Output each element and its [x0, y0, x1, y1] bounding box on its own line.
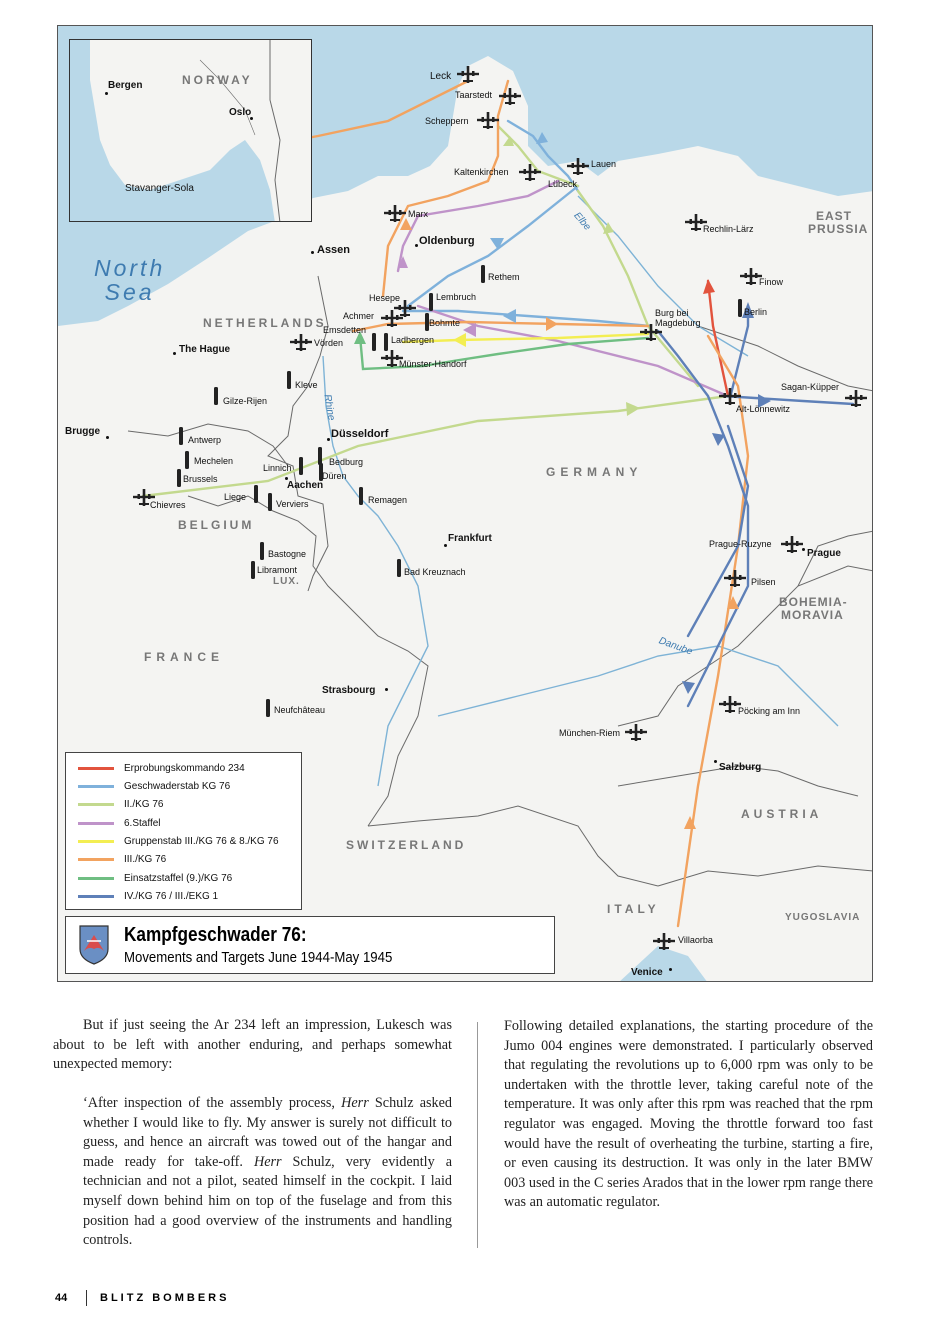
label-lubeck: Lübeck: [548, 179, 578, 189]
label-danube: Danube: [657, 635, 694, 658]
label-chievres: Chievres: [150, 500, 186, 510]
label-ladbergen: Ladbergen: [391, 335, 435, 345]
dot-prague: [802, 548, 805, 551]
label-alt: Alt-Lönnewitz: [736, 404, 791, 414]
legend-item: [78, 888, 218, 904]
label-leck: Leck: [430, 71, 452, 82]
dot-brugge: [106, 436, 109, 439]
label-oldenburg: Oldenburg: [419, 235, 475, 247]
legend-label: II./KG 76: [124, 798, 164, 810]
label-bastogne: Bastogne: [268, 549, 307, 559]
quote-text-1: ‘After inspection of the assembly process,: [83, 1095, 342, 1111]
label-schleswig: Scheppern: [425, 116, 469, 126]
label-duren: Düren: [322, 471, 347, 481]
quote-text-3: Schulz, very evidently a technician and not a pilot, seated himself in the cockpit. I laid myself down behind him on top of the fuselage and from this position had a good overview of the instruments and handling controls.: [83, 1153, 452, 1249]
label-linnich: Linnich: [263, 463, 292, 473]
label-hague: The Hague: [179, 344, 231, 355]
label-taarstedt: Taarstedt: [455, 90, 493, 100]
label-gilze: Gilze-Rijen: [223, 396, 268, 406]
label-kaltenkirchen: Kaltenkirchen: [454, 167, 509, 177]
quote-herr-1: Herr: [341, 1095, 369, 1111]
legend-label: 6.Staffel: [124, 817, 161, 829]
label-switzerland: SWITZERLAND: [346, 838, 467, 852]
map: [57, 25, 873, 982]
quote-herr-2: Herr: [253, 1153, 282, 1170]
legend-label: Gruppenstab III./KG 76 & 8./KG 76: [124, 835, 279, 847]
legend-item: [78, 778, 230, 794]
dot-strasbourg: [385, 688, 388, 691]
label-achmer: Achmer: [343, 311, 375, 321]
dot-salzburg: [714, 760, 717, 763]
label-prague: Prague: [807, 548, 841, 559]
quote-paragraph: [83, 1094, 452, 1251]
label-lembruch: Lembruch: [436, 292, 477, 302]
legend-swatch: [78, 822, 114, 825]
label-burg: Burg bei Magdeburg: [655, 308, 701, 328]
label-emsdetten: Emsdetten: [323, 325, 367, 335]
right-column: [504, 1017, 873, 1213]
label-brugge: Brugge: [65, 426, 100, 437]
label-bohemia: BOHEMIA-: [779, 595, 848, 609]
legend-label: IV./KG 76 / III./EKG 1: [124, 890, 219, 902]
dot-bergen: [105, 92, 108, 95]
label-pilsen: Pilsen: [751, 577, 776, 587]
label-munster: Münster-Handorf: [399, 359, 467, 369]
label-sea: Sea: [104, 279, 155, 305]
dot-venice: [669, 968, 672, 971]
label-belgium: BELGIUM: [178, 518, 255, 532]
label-france: FRANCE: [144, 650, 224, 664]
label-bohmte: Bohmte: [429, 318, 461, 328]
right-paragraph: Following detailed explanations, the starting procedure of the Jumo 004 engines were demonstrated. I particularly observed that regulating the revolutions up to 6,000 rpm was only to be undertaken with the throttle lever, taking careful note of the temperature. It was only after this rpm was reached that the rpm regulator was engaged. Moving the throttle forward too fast would have the result of overheating the turbine, starting a fire, or even causing its destruction. It was only in the later BMW 003 used in the C series Arados that in the lower rpm range there was an automatic regulator.: [504, 1018, 873, 1211]
label-oslo: Oslo: [229, 107, 252, 118]
label-villaorba: Villaorba: [678, 935, 713, 945]
map-subtitle: Movements and Targets June 1944-May 1945: [124, 949, 393, 966]
legend-label: Erprobungskommando 234: [124, 762, 245, 774]
legend-label: Geschwaderstab KG 76: [124, 780, 231, 792]
label-mechelen: Mechelen: [194, 456, 234, 466]
label-bergen: Bergen: [108, 80, 143, 91]
label-norway: NORWAY: [182, 73, 253, 87]
map-legend: [65, 752, 302, 910]
dot-oldenburg: [415, 244, 418, 247]
label-vorden: Vörden: [314, 338, 344, 348]
legend-item: [78, 796, 163, 812]
label-libramont: Libramont: [257, 565, 298, 575]
label-north-sea: [94, 256, 165, 304]
legend-label: III./KG 76: [124, 853, 167, 865]
inset-map-norway: [69, 39, 312, 222]
label-germany: GERMANY: [546, 465, 643, 479]
legend-swatch: [78, 840, 114, 843]
legend-item: [78, 833, 279, 849]
label-liege: Liege: [224, 492, 247, 502]
label-neufchateau: Neufchâteau: [274, 705, 326, 715]
label-finow: Finow: [759, 277, 784, 287]
label-remagen: Remagen: [368, 495, 408, 505]
label-rhine: Rhine: [321, 393, 337, 422]
book-title: BLITZ BOMBERS: [100, 1292, 230, 1304]
left-paragraph: But if just seeing the Ar 234 left an impression, Lukesch was about to be left with another enduring, and perhaps somewhat unexpected memory:: [53, 1017, 452, 1073]
dot-frankfurt: [444, 544, 447, 547]
unit-emblem-icon: [79, 925, 109, 965]
label-frankfurt: Frankfurt: [448, 533, 492, 544]
legend-swatch: [78, 785, 114, 788]
label-marx: Marx: [408, 209, 428, 219]
label-aachen: Aachen: [287, 480, 324, 491]
legend-label: Einsatzstaffel (9.)/KG 76: [124, 872, 233, 884]
label-moravia: MORAVIA: [781, 608, 844, 622]
label-sagan: Sagan-Küpper: [781, 382, 840, 392]
map-title: Kampfgeschwader 76:: [124, 924, 307, 946]
label-east: EAST: [816, 209, 853, 223]
legend-swatch: [78, 858, 114, 861]
label-rechlin: Rechlin-Lärz: [703, 224, 754, 234]
label-prague-ruzyne: Prague-Ruzyne: [709, 539, 772, 549]
label-pocking: Pöcking am Inn: [738, 706, 801, 716]
legend-swatch: [78, 767, 114, 770]
label-salzburg: Salzburg: [719, 762, 762, 773]
footer-divider: [86, 1290, 87, 1306]
page-number: 44: [55, 1292, 68, 1304]
map-title-box: [65, 916, 555, 974]
label-kleve: Kleve: [295, 380, 318, 390]
label-verviers: Verviers: [276, 499, 309, 509]
label-yugoslavia: YUGOSLAVIA: [785, 912, 861, 923]
label-assen: Assen: [317, 244, 351, 256]
legend-swatch: [78, 877, 114, 880]
dot-hague: [173, 352, 176, 355]
label-prussia: PRUSSIA: [808, 222, 869, 236]
inset-graphic: [70, 40, 312, 222]
column-divider: [477, 1022, 478, 1248]
label-munchen: München-Riem: [559, 728, 621, 738]
label-bedburg: Bedburg: [329, 457, 364, 467]
label-dusseldorf: Düsseldorf: [331, 428, 389, 440]
label-north: North: [94, 255, 166, 281]
quote-text-2: Schulz asked whether I would like to fly. My answer is surely not difficult to guess, and hence an aircraft was towed out of the hangar and made ready for take-off.: [83, 1095, 452, 1170]
legend-item: [78, 760, 245, 776]
label-lux: LUX.: [273, 576, 300, 587]
label-brussels: Brussels: [183, 474, 218, 484]
label-stavanger: Stavanger-Sola: [125, 183, 194, 194]
dot-assen: [311, 251, 314, 254]
left-quote: [83, 1094, 452, 1251]
label-antwerp: Antwerp: [188, 435, 222, 445]
label-netherlands: NETHERLANDS: [203, 316, 327, 330]
dot-dusseldorf: [327, 438, 330, 441]
label-elbe: Elbe: [571, 210, 593, 233]
legend-item: [78, 851, 166, 867]
label-venice: Venice: [631, 967, 663, 978]
label-lauen: Lauen: [591, 159, 617, 169]
legend-item: [78, 815, 161, 831]
label-berlin: Berlin: [744, 307, 768, 317]
label-italy: ITALY: [607, 902, 660, 916]
left-column: [53, 1016, 452, 1075]
label-hesepe: Hesepe: [369, 293, 401, 303]
legend-swatch: [78, 803, 114, 806]
legend-item: [78, 870, 232, 886]
label-bad-kreuznach: Bad Kreuznach: [404, 567, 466, 577]
label-strasbourg: Strasbourg: [322, 685, 376, 696]
legend-swatch: [78, 895, 114, 898]
label-rethem: Rethem: [488, 272, 520, 282]
label-austria: AUSTRIA: [741, 807, 823, 821]
